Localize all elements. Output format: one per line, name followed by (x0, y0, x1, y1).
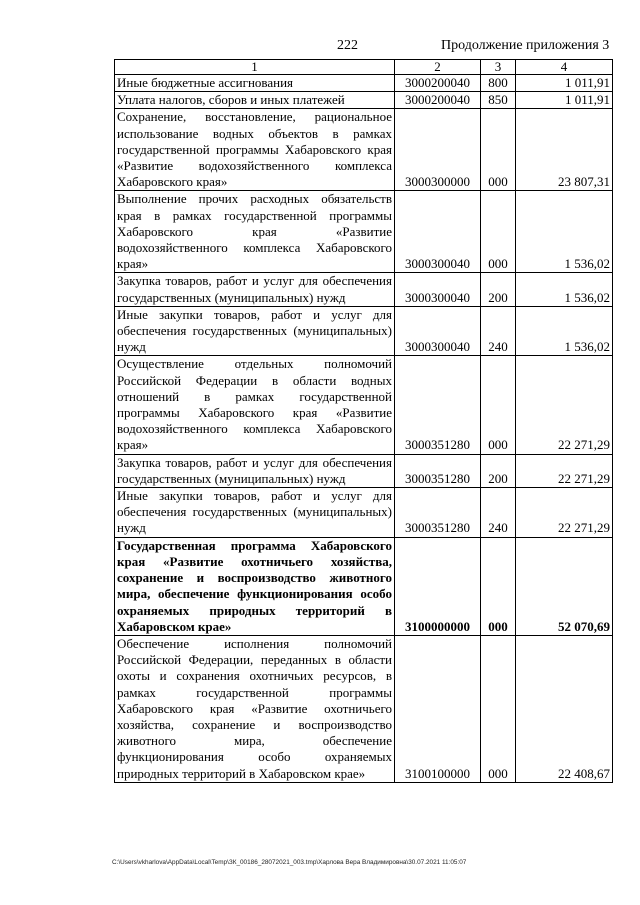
row-sum-cell: 52 070,69 (516, 537, 613, 635)
row-kvr-cell: 800 (481, 75, 516, 92)
row-code-cell: 3000200040 (395, 75, 481, 92)
row-kvr-cell: 000 (481, 635, 516, 782)
row-code-cell: 3000351280 (395, 488, 481, 538)
row-code-cell: 3000300040 (395, 306, 481, 356)
row-sum-cell: 1 011,91 (516, 75, 613, 92)
row-kvr-cell: 000 (481, 109, 516, 191)
row-name-cell: Закупка товаров, работ и услуг для обеспечения государственных (муниципальных) нужд (115, 273, 395, 306)
table-row (115, 109, 613, 191)
table-row (115, 488, 613, 538)
row-kvr-cell: 850 (481, 92, 516, 109)
row-name-cell: Выполнение прочих расходных обязательств края в рамках государственной программы Хабаровского края «Развитие водохозяйственного комплекса Хабаровского края» (115, 191, 395, 273)
continuation-label: Продолжение приложения 3 (441, 38, 610, 53)
row-name-cell: Государственная программа Хабаровского края «Развитие охотничьего хозяйства, сохранение и воспроизводство животного мира, обеспечение функционирования особо охраняемых природных территорий в Хабаровском крае» (115, 537, 395, 635)
row-code-cell: 3000300000 (395, 109, 481, 191)
row-sum-cell: 1 536,02 (516, 306, 613, 356)
file-path-footer: C:\Users\vkharlova\AppData\Local\Temp\ЗК_00186_28072021_003.tmp\Харлова Вера Владимировна\30.07.2021 11:05:07 (112, 859, 467, 866)
row-sum-cell: 22 408,67 (516, 635, 613, 782)
row-sum-cell: 1 536,02 (516, 273, 613, 306)
table-row (115, 191, 613, 273)
row-code-cell: 3000200040 (395, 92, 481, 109)
row-code-cell: 3000351280 (395, 454, 481, 487)
row-name-cell: Иные бюджетные ассигнования (115, 75, 395, 92)
table-row (115, 306, 613, 356)
row-sum-cell: 22 271,29 (516, 356, 613, 454)
row-name-cell: Сохранение, восстановление, рациональное использование водных объектов в рамках государственной программы Хабаровского края «Развитие водохозяйственного комплекса Хабаровского края» (115, 109, 395, 191)
table-header-row (115, 60, 613, 75)
row-kvr-cell: 240 (481, 306, 516, 356)
row-name-cell: Иные закупки товаров, работ и услуг для обеспечения государственных (муниципальных) нужд (115, 488, 395, 538)
column-header: 1 (115, 60, 395, 75)
row-name-cell: Иные закупки товаров, работ и услуг для обеспечения государственных (муниципальных) нужд (115, 306, 395, 356)
row-kvr-cell: 240 (481, 488, 516, 538)
row-kvr-cell: 000 (481, 191, 516, 273)
row-sum-cell: 22 271,29 (516, 488, 613, 538)
budget-table (114, 59, 613, 783)
row-kvr-cell: 000 (481, 356, 516, 454)
row-code-cell: 3000300040 (395, 273, 481, 306)
column-header: 2 (395, 60, 481, 75)
row-sum-cell: 22 271,29 (516, 454, 613, 487)
table-row (115, 537, 613, 635)
table-row (115, 273, 613, 306)
column-header: 3 (481, 60, 516, 75)
row-code-cell: 3100000000 (395, 537, 481, 635)
table-row (115, 75, 613, 92)
row-code-cell: 3000351280 (395, 356, 481, 454)
row-name-cell: Уплата налогов, сборов и иных платежей (115, 92, 395, 109)
row-name-cell: Обеспечение исполнения полномочий Российской Федерации, переданных в области охоты и сохранения охотничьих ресурсов, в рамках государственной программы Хабаровского края «Развитие охотничьего хозяйства, сохранение и воспроизводство животного мира, обеспечение функционирования особо охраняемых природных территорий в Хабаровском крае» (115, 635, 395, 782)
page-number: 222 (337, 38, 358, 53)
row-name-cell: Закупка товаров, работ и услуг для обеспечения государственных (муниципальных) нужд (115, 454, 395, 487)
column-header: 4 (516, 60, 613, 75)
table-row (115, 635, 613, 782)
row-sum-cell: 1 536,02 (516, 191, 613, 273)
row-kvr-cell: 200 (481, 454, 516, 487)
row-name-cell: Осуществление отдельных полномочий Российской Федерации в области водных отношений в рамках государственной программы Хабаровского края «Развитие водохозяйственного комплекса Хабаровского края» (115, 356, 395, 454)
row-code-cell: 3000300040 (395, 191, 481, 273)
row-kvr-cell: 200 (481, 273, 516, 306)
table-row (115, 454, 613, 487)
row-kvr-cell: 000 (481, 537, 516, 635)
row-code-cell: 3100100000 (395, 635, 481, 782)
table-row (115, 92, 613, 109)
row-sum-cell: 23 807,31 (516, 109, 613, 191)
table-row (115, 356, 613, 454)
row-sum-cell: 1 011,91 (516, 92, 613, 109)
